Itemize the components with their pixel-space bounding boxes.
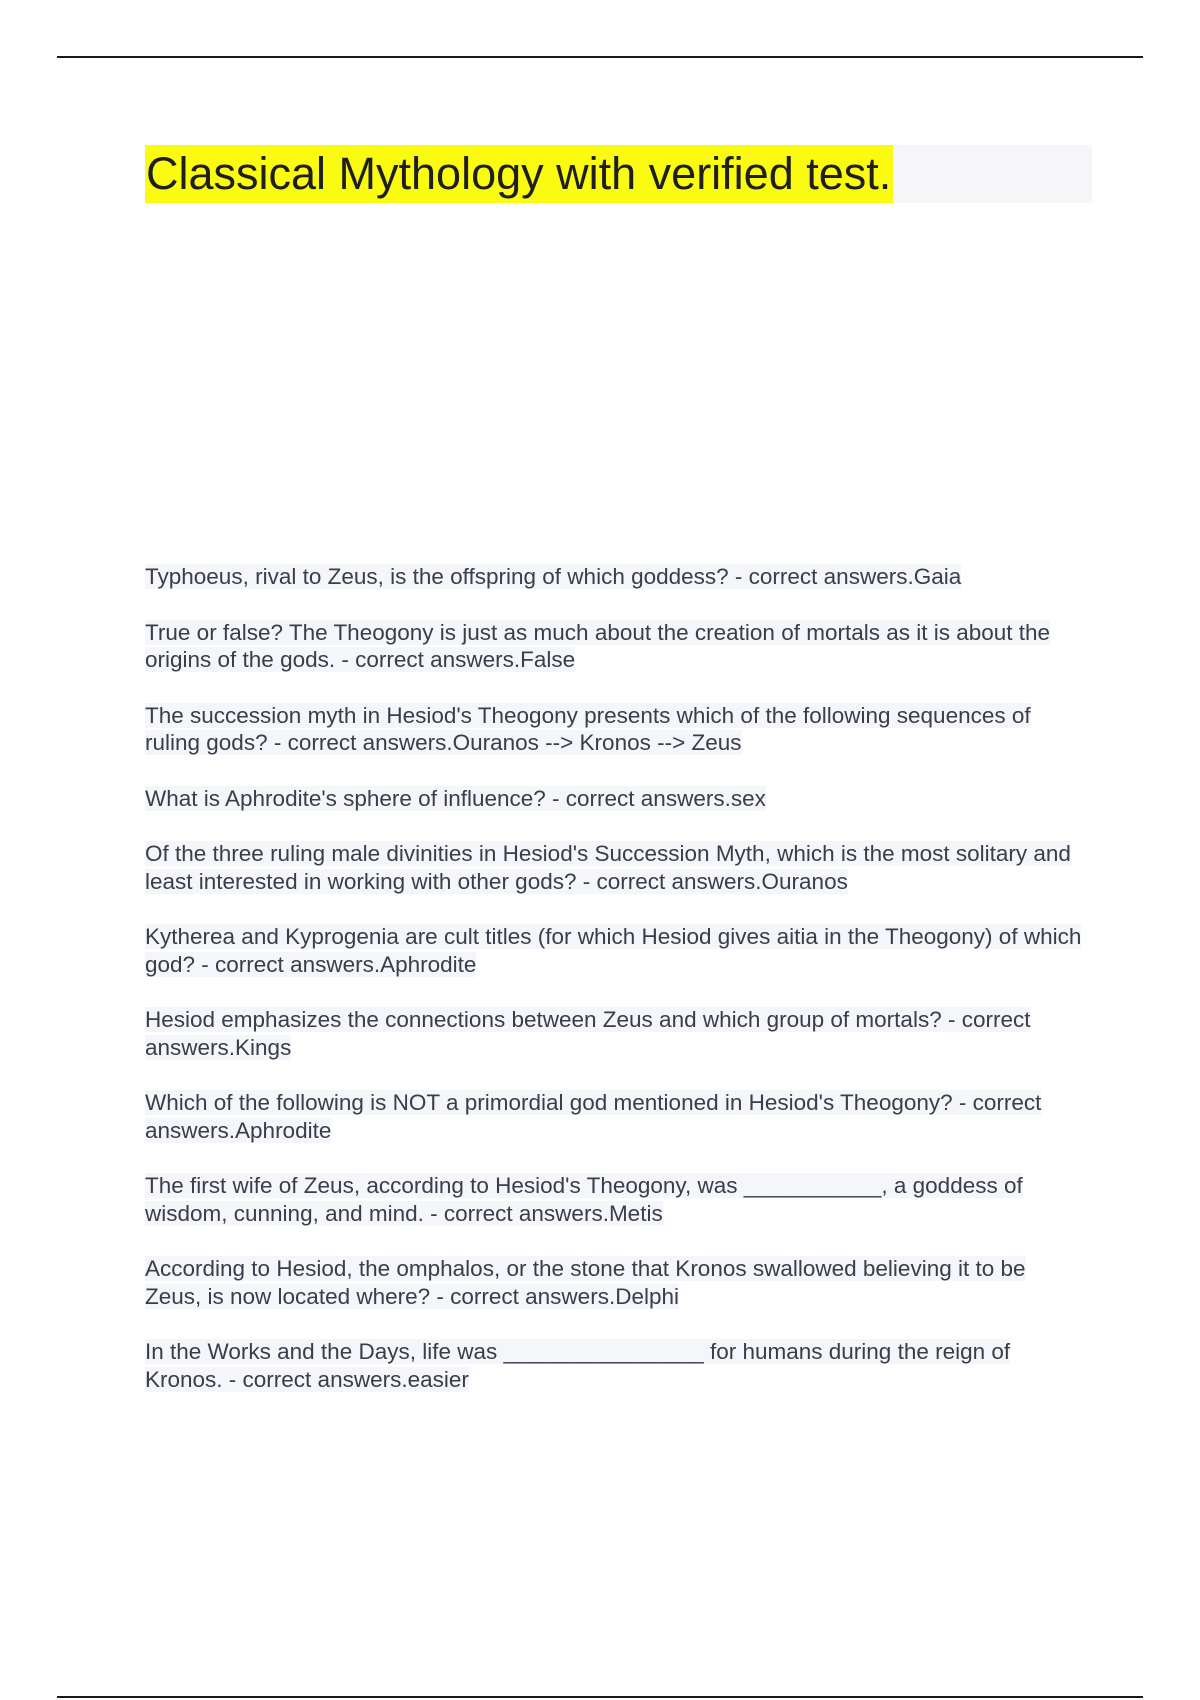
qa-text: What is Aphrodite's sphere of influence? - correct answers.sex <box>145 785 766 811</box>
document-title: Classical Mythology with verified test. <box>145 145 893 203</box>
qa-item-2 <box>145 619 1085 674</box>
qa-item-4 <box>145 785 1085 813</box>
qa-text: Hesiod emphasizes the connections between Zeus and which group of mortals? - correct answers.Kings <box>145 1007 1031 1060</box>
qa-text: The first wife of Zeus, according to Hesiod's Theogony, was ___________, a goddess of wisdom, cunning, and mind. - correct answers.Metis <box>145 1173 1023 1226</box>
qa-list <box>145 563 1085 1421</box>
qa-item-9 <box>145 1172 1085 1227</box>
qa-item-8 <box>145 1089 1085 1144</box>
qa-item-3 <box>145 702 1085 757</box>
qa-text: Of the three ruling male divinities in Hesiod's Succession Myth, which is the most solitary and least interested in working with other gods? - correct answers.Ouranos <box>145 841 1071 894</box>
qa-item-6 <box>145 923 1085 978</box>
qa-text: The succession myth in Hesiod's Theogony presents which of the following sequences of ruling gods? - correct answers.Ouranos --> Kronos --> Zeus <box>145 702 1031 755</box>
qa-text: True or false? The Theogony is just as much about the creation of mortals as it is about the origins of the gods. - correct answers.False <box>145 619 1051 672</box>
qa-text: In the Works and the Days, life was ________________ for humans during the reign of Kronos. - correct answers.easier <box>145 1339 1011 1392</box>
qa-item-7 <box>145 1006 1085 1061</box>
qa-item-10 <box>145 1255 1085 1310</box>
top-rule <box>57 56 1143 58</box>
bottom-rule <box>57 1696 1143 1698</box>
qa-text: Typhoeus, rival to Zeus, is the offspring of which goddess? - correct answers.Gaia <box>145 564 962 589</box>
qa-item-11 <box>145 1338 1085 1393</box>
qa-text: Which of the following is NOT a primordial god mentioned in Hesiod's Theogony? - correct answers.Aphrodite <box>145 1090 1042 1143</box>
qa-item-1 <box>145 563 1085 591</box>
qa-item-5 <box>145 840 1085 895</box>
qa-text: According to Hesiod, the omphalos, or the stone that Kronos swallowed believing it to be Zeus, is now located where? - correct answers.Delphi <box>145 1256 1026 1309</box>
qa-text: Kytherea and Kyprogenia are cult titles (for which Hesiod gives aitia in the Theogony) of which god? - correct answers.Aphrodite <box>145 924 1082 977</box>
